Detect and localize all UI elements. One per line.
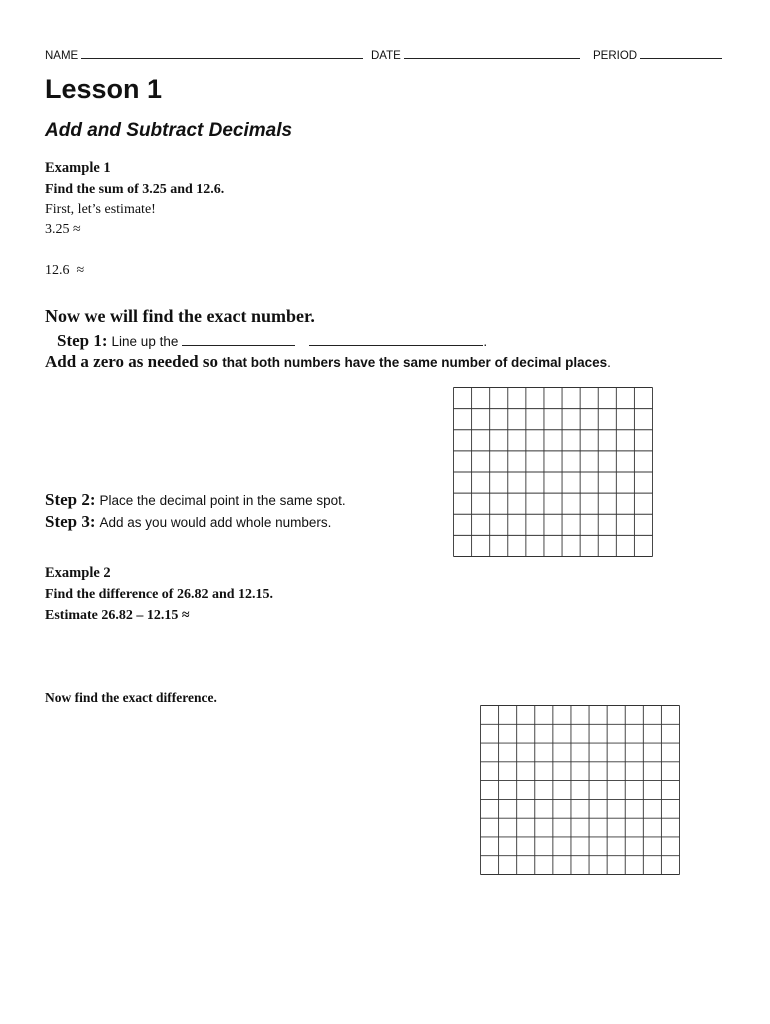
example2-exact-prompt: Now find the exact difference. [45,690,217,705]
name-field [45,46,363,62]
step1-row [57,331,487,351]
add-zero-so: so [198,352,223,371]
name-blank[interactable] [81,46,363,59]
add-zero-period: . [607,355,611,370]
period-field [593,46,722,62]
date-field [371,46,580,62]
step1-label: Step 1: [57,331,108,350]
add-zero-row [45,352,611,372]
example1-heading: Example 1 [45,160,111,176]
estimate-b: 12.6 ≈ [45,263,85,278]
add-zero-rest: that both numbers have the same number of decimal places [222,355,608,370]
date-blank[interactable] [404,46,580,59]
step1-text: Line up the [111,334,179,349]
exact-heading: Now we will find the exact number. [45,306,315,326]
step2-label: Step 2: [45,490,96,509]
lesson-title: Lesson 1 [45,74,163,104]
date-label: DATE [371,50,401,62]
name-label: NAME [45,50,79,62]
estimate-intro: First, let’s estimate! [45,202,156,217]
example2-heading: Example 2 [45,565,111,581]
student-info-header [45,46,725,62]
step3-label: Step 3: [45,512,96,531]
step2-row [45,490,346,510]
estimate-a: 3.25 ≈ [45,222,81,237]
decimal-grid-1[interactable] [452,386,654,558]
period-label: PERIOD [593,50,638,62]
step1-blank-2[interactable] [309,333,483,346]
example2-estimate: Estimate 26.82 – 12.15 ≈ [45,608,190,623]
step1-blank-1[interactable] [182,333,295,346]
period-blank[interactable] [640,46,722,59]
decimal-grid-2[interactable] [479,704,681,876]
example1-prompt: Find the sum of 3.25 and 12.6. [45,182,225,197]
step2-text: Place the decimal point in the same spot. [99,493,346,508]
step1-period: . [483,334,488,349]
example2-prompt: Find the difference of 26.82 and 12.15. [45,587,274,602]
add-zero-bold: Add a zero as needed [45,352,199,371]
step3-text: Add as you would add whole numbers. [99,515,332,530]
lesson-subtitle: Add and Subtract Decimals [45,120,293,141]
step3-row [45,512,331,532]
